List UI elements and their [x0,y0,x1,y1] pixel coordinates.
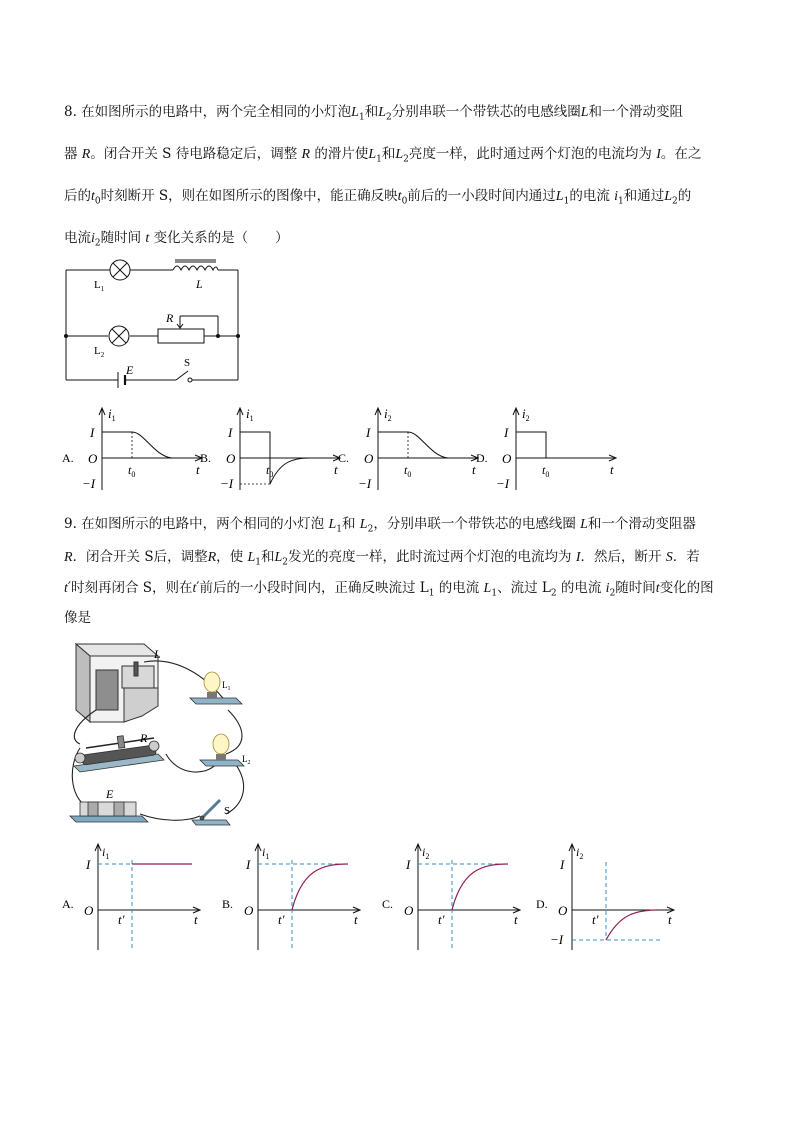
label-S: S [184,357,191,369]
rheostat-icon [74,736,164,772]
svg-text:L2: $L_2$ [242,754,251,766]
x-axis-label: t [334,462,338,477]
svg-text:L1: $L_1$ [222,680,231,692]
tick-I: I [560,857,565,872]
inductor-coil-icon [173,260,218,270]
option-label: C. [338,451,350,465]
tick-I: I [86,857,91,872]
q8-line-2: 器 R。闭合开关 S 待电路稳定后，调整 R 的滑片使$L_1$和$L_2$亮度一样，此时通过两个灯泡的电流均为 I。在之 [64,146,702,165]
option-label: C. [382,897,394,911]
x-axis-label: t [514,912,518,927]
label-L2: $L_2$ [94,345,105,359]
y-axis-label: $i_1$ [262,845,270,861]
tprime-label: t′ [438,912,445,927]
y-axis-label: $i_1$ [246,406,254,423]
q8-line-3: 后的$t_0$时刻断开 S，则在如图所示的图像中，能正确反映$t_0$前后的一小段时间内通过$L_1$的电流 $i_1$和通过$L_2$的 [64,188,692,207]
tick-I: I [504,425,509,440]
tick-negI: −I [550,932,564,947]
label-E: E [126,363,134,377]
x-axis-label: t [668,912,672,927]
q8-line-4: 电流$i_2$随时间 t 变化关系的是（ ） [64,230,289,249]
current-curve [516,432,586,458]
q8-circuit-diagram [58,256,248,396]
q8-line-1: 8. 在如图所示的电路中，两个完全相同的小灯泡$L_1$和$L_2$分别串联一个带铁芯的电感线圈L和一个滑动变阻 [64,104,684,123]
q8-graph-b [200,404,350,494]
photo-label-L: L [154,647,161,661]
t0-label: $t_0$ [404,463,412,479]
switch-icon [188,378,192,382]
y-axis-label: $i_2$ [384,406,392,423]
tick-negI: −I [358,476,372,491]
photo-label-R: R [140,731,148,745]
q9-graph-d [536,840,686,952]
tick-I: I [366,425,371,440]
current-curve [378,432,448,458]
tick-I: I [228,425,233,440]
t0-label: $t_0$ [542,463,550,479]
tprime-label: t′ [278,912,285,927]
tick-negI: −I [82,476,96,491]
tick-negI: −I [496,476,510,491]
label-L: L [196,277,203,291]
battery-box-icon [70,802,148,822]
q9-line-2: R．闭合开关 S后，调整R，使 $L_1$和$L_2$发光的亮度一样，此时流过两个灯泡的电流均为 I．然后，断开 S．若 [64,549,700,568]
option-label: D. [536,897,548,911]
bulb-L2-icon [200,734,244,766]
current-curve [292,864,348,910]
current-curve [452,864,508,910]
label-L1: $L_1$ [94,279,105,293]
option-label: D. [476,451,488,465]
y-axis-label: $i_2$ [576,845,584,861]
lamp-L2-icon [109,326,129,346]
q8-graph-c [338,404,488,494]
bulb-L1-icon [190,672,242,704]
tick-I: I [406,857,411,872]
tprime-label: t′ [118,912,125,927]
photo-label-E: E [106,787,114,801]
origin-label: O [244,903,254,918]
x-axis-label: t [610,462,614,477]
origin-label: O [88,451,98,466]
t0-label: $t_0$ [266,463,274,479]
t0-label: $t_0$ [128,463,136,479]
origin-label: O [502,451,512,466]
x-axis-label: t [354,912,358,927]
tick-negI: −I [220,476,234,491]
q8-graph-a [62,404,212,494]
q8-graph-d [476,404,626,494]
q9-apparatus-illustration [66,636,262,830]
y-axis-label: $i_2$ [422,845,430,861]
q9-graph-a [62,840,212,952]
q9-line-1: 9. 在如图所示的电路中，两个相同的小灯泡 $L_1$和 $L_2$，分别串联一个带铁芯的电感线圈 L和一个滑动变阻器 [64,516,696,535]
origin-label: O [404,903,414,918]
lamp-L1-icon [110,260,130,280]
origin-label: O [558,903,568,918]
current-curve [606,910,658,940]
option-label: A. [62,451,74,465]
q9-line-3: t′时刻再闭合 S，则在t′前后的一小段时间内，正确反映流过 $L_1$ 的电流 $L_1$、流过 $L_2$ 的电流 $i_2$随时间t变化的图 [64,580,714,599]
tprime-label: t′ [592,912,599,927]
option-label: B. [222,897,234,911]
q9-line-4: 像是 [64,610,91,626]
y-axis-label: $i_1$ [102,845,110,861]
option-label: A. [62,897,74,911]
q9-graph-c [382,840,532,952]
x-axis-label: t [196,462,200,477]
current-curve [102,432,172,458]
x-axis-label: t [194,912,198,927]
y-axis-label: $i_1$ [108,406,116,423]
tick-I: I [90,425,95,440]
label-R: R [166,311,174,325]
battery-icon [118,372,125,388]
x-axis-label: t [472,462,476,477]
origin-label: O [226,451,236,466]
y-axis-label: $i_2$ [522,406,530,423]
tick-I: I [246,857,251,872]
origin-label: O [364,451,374,466]
photo-label-S: S [224,805,231,817]
option-label: B. [200,451,212,465]
origin-label: O [84,903,94,918]
iron-core-coil-icon [76,644,158,722]
q9-graph-b [222,840,372,952]
